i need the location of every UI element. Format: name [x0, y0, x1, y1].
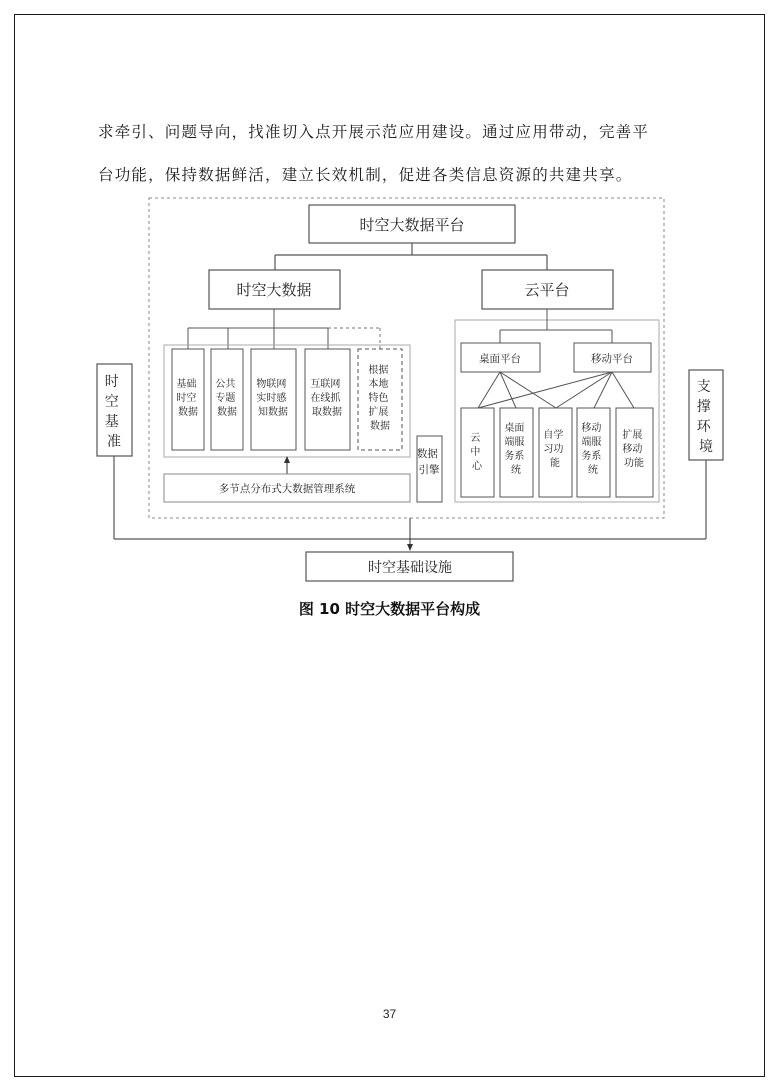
data-item-internet: 互联网 在线抓 取数据: [310, 379, 342, 418]
cloud-item-desktop-service: 桌面 端服 务系 统: [504, 423, 525, 476]
cloud-item-self-learning: 自学 习功 能: [543, 430, 564, 469]
paragraph-line-1: 求牵引、问题导向，找准切入点开展示范应用建设。通过应用带动，完善平: [98, 123, 650, 141]
right-side-label: 支 撑 环 境: [696, 379, 713, 455]
desktop-platform-label: 桌面平台: [479, 353, 521, 365]
top-platform-label: 时空大数据平台: [359, 216, 465, 234]
data-item-local: 根据 本地 特色 扩展 数据: [368, 365, 390, 432]
cloud-item-mobile-extension: 扩展 移动 功能: [622, 430, 644, 469]
data-item-basic: 基础 时空 数据: [176, 379, 198, 418]
cloud-item-mobile-service: 移动 端服 务系 统: [581, 423, 602, 476]
data-item-public: 公共 专题 数据: [215, 379, 237, 418]
big-data-label: 时空大数据: [236, 281, 312, 299]
data-item-iot: 物联网 实时感 知数据: [256, 379, 288, 418]
figure-caption: 图 10 时空大数据平台构成: [298, 600, 481, 618]
page-number: 37: [382, 1007, 397, 1021]
mobile-platform-label: 移动平台: [591, 353, 633, 365]
paragraph-line-2: 台功能，保持数据鲜活，建立长效机制，促进各类信息资源的共建共享。: [98, 166, 633, 184]
management-system-label: 多节点分布式大数据管理系统: [218, 483, 356, 495]
cloud-platform-label: 云平台: [524, 281, 570, 299]
left-side-label: 时 空 基 准: [104, 374, 121, 450]
cloud-item-center: 云 中 心: [470, 433, 482, 472]
data-engine-label: 数据 引擎: [416, 448, 440, 476]
bottom-infra-label: 时空基础设施: [368, 560, 452, 576]
